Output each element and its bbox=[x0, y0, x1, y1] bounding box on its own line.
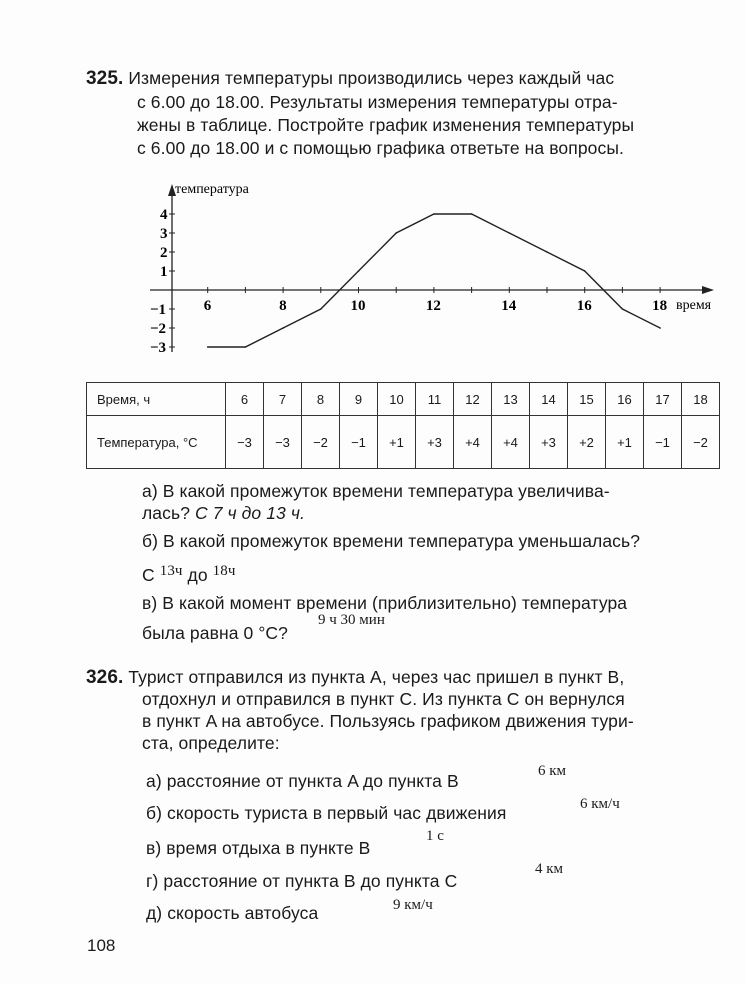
question-v: в) В какой момент времени (приблизительно) температура bbox=[142, 593, 628, 613]
data-point bbox=[659, 327, 661, 329]
text-line: в пункт A на автобусе. Пользуясь графиком движения тури- bbox=[142, 711, 634, 731]
y-tick-label: −2 bbox=[150, 321, 167, 337]
time-cell: 14 bbox=[530, 383, 568, 416]
answer-a: 6 км bbox=[538, 763, 567, 779]
temperature-chart bbox=[150, 180, 730, 360]
answer-b-from: 13ч bbox=[159, 563, 183, 579]
time-cell: 15 bbox=[568, 383, 606, 416]
x-tick-label: 16 bbox=[576, 298, 592, 314]
answer-v: 1 с bbox=[426, 828, 444, 844]
row-header: Температура, °C bbox=[87, 416, 226, 469]
data-point bbox=[282, 327, 284, 329]
x-tick-label: 18 bbox=[652, 298, 668, 314]
temp-cell: −1 bbox=[644, 416, 682, 469]
problem-325-text bbox=[86, 68, 614, 90]
temp-cell: +2 bbox=[568, 416, 606, 469]
row-header: Время, ч bbox=[87, 383, 226, 416]
y-tick-label: 2 bbox=[160, 245, 168, 261]
question-b-answer bbox=[142, 565, 236, 586]
text-line: Измерения температуры производились через каждый час bbox=[128, 68, 615, 88]
answer-g: 4 км bbox=[535, 861, 564, 877]
text-line: Турист отправился из пункта A, через час пришел в пункт B, bbox=[128, 667, 625, 687]
question-b: б) В какой промежуток времени температура уменьшалась? bbox=[142, 531, 641, 551]
temp-cell: −3 bbox=[264, 416, 302, 469]
time-cell: 12 bbox=[454, 383, 492, 416]
x-tick-label: 10 bbox=[350, 298, 366, 314]
text-line: с 6.00 до 18.00. Результаты измерения температуры отра- bbox=[137, 92, 618, 112]
answer-a: С 7 ч до 13 ч. bbox=[195, 503, 305, 523]
time-cell: 10 bbox=[378, 383, 416, 416]
temp-cell: +1 bbox=[378, 416, 416, 469]
temp-cell: +4 bbox=[454, 416, 492, 469]
answer-d: 9 км/ч bbox=[393, 897, 433, 913]
y-tick-label: 4 bbox=[160, 207, 168, 223]
temp-cell: −2 bbox=[682, 416, 720, 469]
answer-v: 9 ч 30 мин bbox=[318, 612, 385, 628]
item-d: д) скорость автобуса bbox=[146, 903, 319, 923]
problem-number: 325. bbox=[86, 68, 124, 89]
data-point bbox=[584, 270, 586, 272]
x-tick-label: 14 bbox=[501, 298, 517, 314]
time-cell: 8 bbox=[302, 383, 340, 416]
temp-cell: −3 bbox=[226, 416, 264, 469]
data-point bbox=[245, 346, 247, 348]
temp-cell: +4 bbox=[492, 416, 530, 469]
temp-cell: +1 bbox=[606, 416, 644, 469]
time-cell: 11 bbox=[416, 383, 454, 416]
data-point bbox=[471, 213, 473, 215]
y-axis-label: температура bbox=[175, 182, 249, 197]
time-cell: 9 bbox=[340, 383, 378, 416]
text-line: жены в таблице. Постройте график изменения температуры bbox=[137, 115, 635, 135]
problem-number: 326. bbox=[86, 667, 124, 688]
time-cell: 17 bbox=[644, 383, 682, 416]
data-point bbox=[509, 232, 511, 234]
x-tick-label: 12 bbox=[425, 298, 441, 314]
y-tick-label: 1 bbox=[160, 264, 168, 280]
question-a-cont bbox=[142, 503, 305, 524]
time-cell: 7 bbox=[264, 383, 302, 416]
temperature-line bbox=[208, 214, 660, 347]
time-cell: 13 bbox=[492, 383, 530, 416]
temp-cell: −1 bbox=[340, 416, 378, 469]
item-g: г) расстояние от пункта B до пункта C bbox=[146, 871, 458, 891]
temp-cell: +3 bbox=[530, 416, 568, 469]
question-a: а) В какой промежуток времени температура увеличива- bbox=[142, 481, 610, 501]
text-line: отдохнул и отправился в пункт C. Из пункта C он вернулся bbox=[142, 689, 625, 709]
x-axis-label: время bbox=[676, 298, 712, 313]
y-tick-label: −3 bbox=[150, 340, 167, 356]
text: лась? bbox=[142, 503, 191, 523]
data-point bbox=[207, 346, 209, 348]
data-point bbox=[622, 308, 624, 310]
text-line: с 6.00 до 18.00 и с помощью графика ответьте на вопросы. bbox=[137, 138, 624, 158]
x-tick-label: 6 bbox=[203, 298, 212, 314]
question-v-cont: была равна 0 °C? bbox=[142, 623, 288, 643]
data-point bbox=[546, 251, 548, 253]
data-point bbox=[395, 232, 397, 234]
page-number: 108 bbox=[87, 936, 116, 955]
y-tick-label: −1 bbox=[150, 302, 167, 318]
time-cell: 6 bbox=[226, 383, 264, 416]
temp-cell: −2 bbox=[302, 416, 340, 469]
y-tick-label: 3 bbox=[160, 226, 168, 242]
time-cell: 18 bbox=[682, 383, 720, 416]
item-a: а) расстояние от пункта A до пункта B bbox=[146, 771, 459, 791]
text: до bbox=[187, 565, 208, 585]
text: С bbox=[142, 565, 155, 585]
x-axis-arrow bbox=[702, 286, 714, 294]
item-b: б) скорость туриста в первый час движения bbox=[146, 803, 507, 823]
temperature-table bbox=[86, 382, 720, 469]
data-point bbox=[320, 308, 322, 310]
time-cell: 16 bbox=[606, 383, 644, 416]
data-point bbox=[433, 213, 435, 215]
data-point bbox=[358, 270, 360, 272]
text-line: ста, определите: bbox=[142, 733, 280, 753]
item-v: в) время отдыха в пункте B bbox=[146, 838, 371, 858]
answer-b: 6 км/ч bbox=[580, 796, 620, 812]
x-tick-label: 8 bbox=[279, 298, 287, 314]
answer-b-to: 18ч bbox=[212, 563, 236, 579]
problem-326-text bbox=[86, 667, 624, 689]
temp-cell: +3 bbox=[416, 416, 454, 469]
